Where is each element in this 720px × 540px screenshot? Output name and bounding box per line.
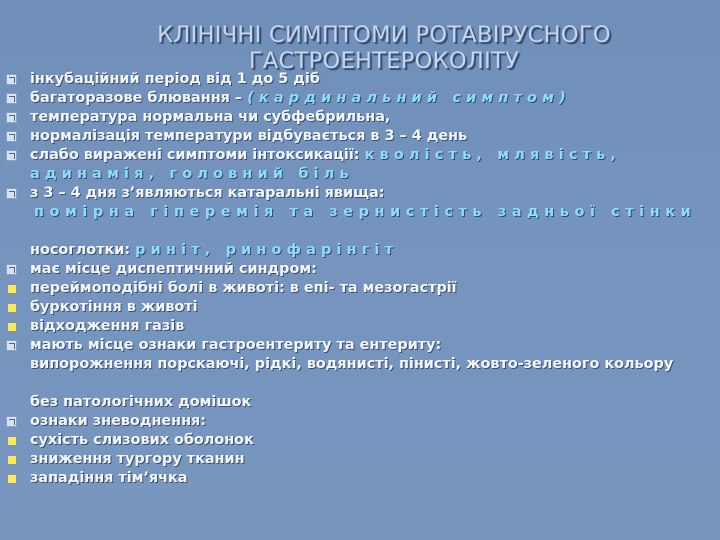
list-item-continuation	[4, 355, 716, 393]
page-bullet-icon	[6, 112, 17, 123]
list-item	[4, 450, 716, 469]
slide-title	[104, 22, 664, 74]
list-item-continuation	[4, 393, 716, 412]
item-text: з 3 – 4 дня з’являються катаральні явища:	[30, 185, 385, 201]
page-bullet-icon	[6, 74, 17, 85]
page-bullet-icon	[6, 416, 17, 427]
list-item	[4, 336, 716, 355]
list-item-continuation	[4, 203, 716, 241]
page-bullet-icon	[6, 131, 17, 142]
symptom-list	[4, 70, 716, 488]
highlight-text: (кардинальний симптом)	[247, 90, 571, 106]
highlight-text: риніт, ринофарінгіт	[135, 242, 399, 258]
yellow-square-bullet-icon	[8, 304, 16, 312]
page-bullet-icon	[6, 150, 17, 161]
highlight-text: адинамія, головний біль	[30, 166, 354, 182]
item-text: буркотіння в животі	[30, 299, 198, 315]
item-text: мають місце ознаки гастроентериту та ентериту:	[30, 337, 442, 353]
item-text: інкубаційний період від 1 до 5 діб	[30, 71, 320, 87]
title-line-2: ГАСТРОЕНТЕРОКОЛІТУ	[248, 48, 520, 74]
item-text: зниження тургору тканин	[30, 451, 245, 467]
page-bullet-icon	[6, 340, 17, 351]
item-text: нормалізація температури відбувається в 3 – 4 день	[30, 128, 468, 144]
item-text: ознаки зневоднення:	[30, 413, 207, 429]
item-text: носоглотки:	[30, 242, 136, 258]
page-bullet-icon	[6, 93, 17, 104]
yellow-square-bullet-icon	[8, 285, 16, 293]
list-item	[4, 260, 716, 279]
title-line-1: КЛІНІЧНІ СИМПТОМИ РОТАВІРУСНОГО	[157, 22, 611, 48]
highlight-text: кволість, млявість,	[364, 147, 622, 163]
list-item	[4, 184, 716, 203]
list-item	[4, 431, 716, 450]
yellow-square-bullet-icon	[8, 456, 16, 464]
yellow-square-bullet-icon	[8, 475, 16, 483]
list-item-continuation	[4, 165, 716, 184]
list-item	[4, 412, 716, 431]
list-item	[4, 70, 716, 89]
list-item	[4, 146, 716, 165]
list-item	[4, 127, 716, 146]
list-item	[4, 298, 716, 317]
item-text: переймоподібні болі в животі: в епі- та мезогастрії	[30, 280, 457, 296]
list-item-continuation	[4, 241, 716, 260]
item-text: температура нормальна чи субфебрильна,	[30, 109, 391, 125]
item-text: відходження газів	[30, 318, 185, 334]
item-text: багаторазове блювання –	[30, 90, 248, 106]
item-text: западіння тім’ячка	[30, 470, 188, 486]
list-item	[4, 317, 716, 336]
highlight-text: помірна гіперемія та зернистість задньої стінки	[34, 204, 697, 220]
item-text: має місце диспептичний синдром:	[30, 261, 317, 277]
list-item	[4, 108, 716, 127]
yellow-square-bullet-icon	[8, 323, 16, 331]
item-text: слабо виражені симптоми інтоксикації:	[30, 147, 365, 163]
list-item	[4, 89, 716, 108]
item-text: без патологічних домішок	[30, 394, 252, 410]
page-bullet-icon	[6, 188, 17, 199]
page-bullet-icon	[6, 264, 17, 275]
yellow-square-bullet-icon	[8, 437, 16, 445]
item-text: сухість слизових оболонок	[30, 432, 254, 448]
list-item	[4, 279, 716, 298]
list-item	[4, 469, 716, 488]
item-text: випорожнення порскаючі, рідкі, водянисті, пінисті, жовто-зеленого кольору	[30, 356, 674, 372]
